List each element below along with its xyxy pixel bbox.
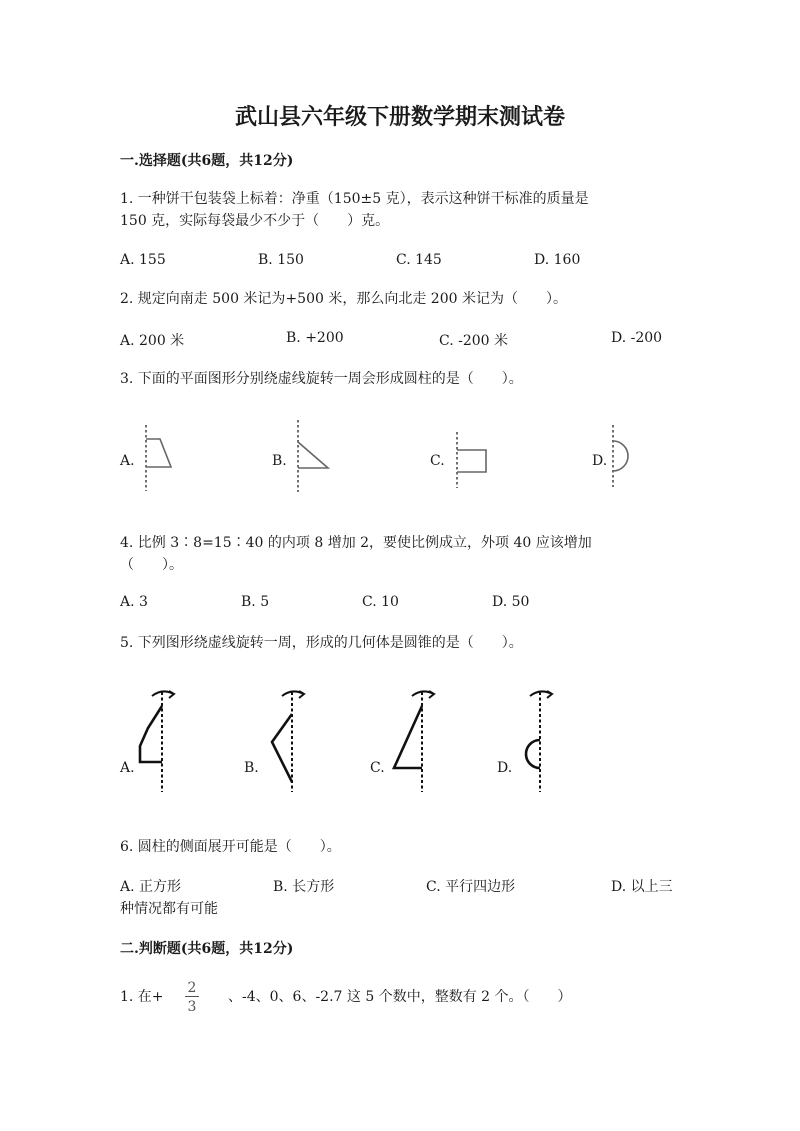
q3-figure-a <box>138 425 178 491</box>
question-1-option-a[interactable]: A. 155 <box>120 252 166 268</box>
question-4-line-1: 4. 比例 3∶8=15∶40 的内项 8 增加 2，要使比例成立，外项 40 应该增加 <box>120 535 592 551</box>
fraction-denominator: 3 <box>187 999 197 1015</box>
question-2-option-a[interactable]: A. 200 米 <box>120 333 185 349</box>
question-4-option-b[interactable]: B. 5 <box>241 594 270 610</box>
fraction-numerator: 2 <box>187 980 197 996</box>
question-6-option-d-wrap: 种情况都有可能 <box>120 901 218 917</box>
q3-figure-d <box>605 425 641 487</box>
question-3-text: 3. 下面的平面图形分别绕虚线旋转一周会形成圆柱的是（ ）。 <box>120 371 523 387</box>
page-title: 武山县六年级下册数学期末测试卷 <box>234 104 565 130</box>
judgement-1-prefix: 1. 在+ <box>120 989 164 1005</box>
question-5-text: 5. 下列图形绕虚线旋转一周，形成的几何体是圆锥的是（ ）。 <box>120 635 523 651</box>
judgement-1-suffix: 、-4、0、6、-2.7 这 5 个数中，整数有 2 个。（ ） <box>228 989 572 1005</box>
question-3-option-c[interactable]: C. <box>430 453 445 469</box>
question-4-option-d[interactable]: D. 50 <box>492 594 530 610</box>
question-1-option-c[interactable]: C. 145 <box>396 252 442 268</box>
question-5-option-d[interactable]: D. <box>497 760 513 776</box>
question-2-option-d[interactable]: D. -200 <box>611 330 663 346</box>
question-6-option-c[interactable]: C. 平行四边形 <box>426 879 516 895</box>
question-3-option-a[interactable]: A. <box>120 453 135 469</box>
question-4-option-a[interactable]: A. 3 <box>120 594 148 610</box>
question-1-line-1: 1. 一种饼干包装袋上标着：净重（150±5 克），表示这种饼干标准的质量是 <box>120 191 589 207</box>
question-4-line-2: （ ）。 <box>120 557 183 573</box>
q5-figure-c <box>388 686 436 792</box>
q5-figure-b <box>262 686 310 792</box>
question-3-option-b[interactable]: B. <box>272 453 287 469</box>
question-6-option-a[interactable]: A. 正方形 <box>120 879 182 895</box>
question-5-option-b[interactable]: B. <box>244 760 259 776</box>
question-5-option-c[interactable]: C. <box>370 760 385 776</box>
question-1-option-d[interactable]: D. 160 <box>534 252 581 268</box>
question-4-option-c[interactable]: C. 10 <box>362 594 399 610</box>
question-2-option-b[interactable]: B. +200 <box>286 330 344 346</box>
question-3-option-d[interactable]: D. <box>592 453 608 469</box>
fraction-bar <box>185 996 199 997</box>
question-2-text: 2. 规定向南走 500 米记为+500 米，那么向北走 200 米记为（ ）。 <box>120 291 567 307</box>
q5-figure-d <box>512 686 560 792</box>
question-6-option-d[interactable]: D. 以上三 <box>611 879 673 895</box>
question-6-text: 6. 圆柱的侧面展开可能是（ ）。 <box>120 839 341 855</box>
q5-figure-a <box>138 686 186 792</box>
question-2-option-c[interactable]: C. -200 米 <box>439 333 509 349</box>
question-5-option-a[interactable]: A. <box>120 760 135 776</box>
section-heading-choice: 一.选择题(共6题，共12分) <box>120 153 294 169</box>
question-1-option-b[interactable]: B. 150 <box>258 252 304 268</box>
question-6-option-b[interactable]: B. 长方形 <box>273 879 335 895</box>
question-1-line-2: 150 克，实际每袋最少不少于（ ）克。 <box>120 213 390 229</box>
q3-figure-b <box>290 420 335 492</box>
q3-figure-c <box>450 432 495 488</box>
section-heading-judgement: 二.判断题(共6题，共12分) <box>120 941 294 957</box>
